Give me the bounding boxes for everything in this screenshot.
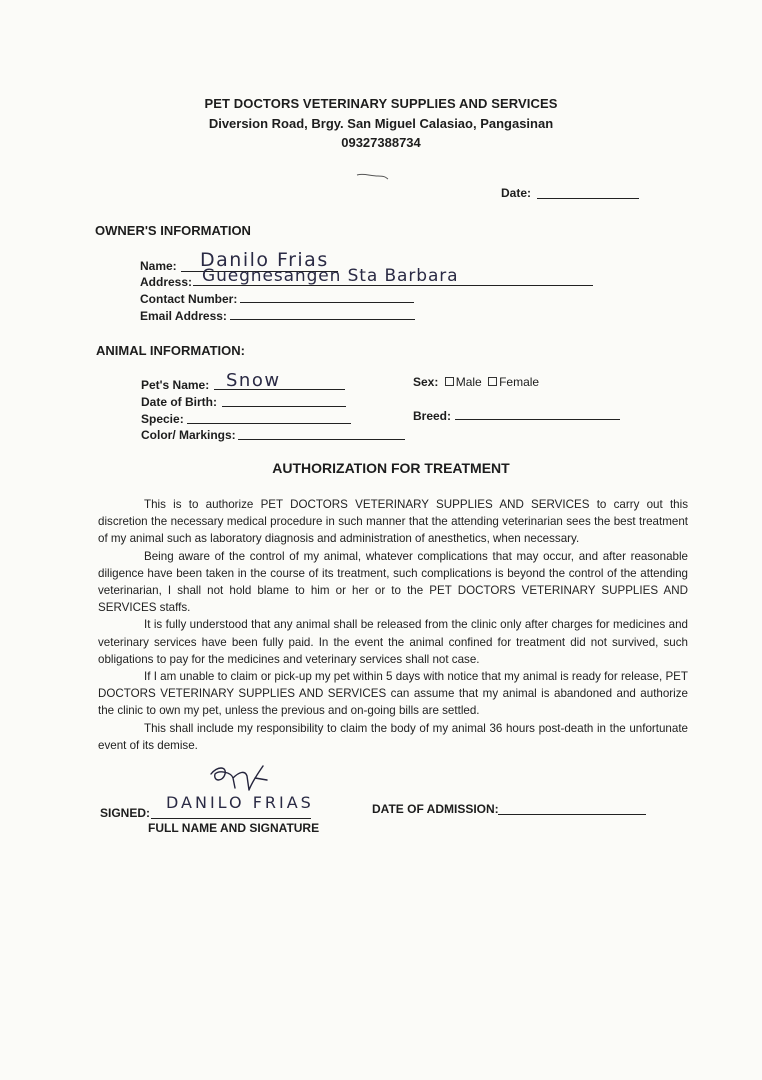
pet-name-handwritten: Snow — [226, 370, 281, 391]
date-label: Date: — [501, 186, 532, 200]
breed-label: Breed: — [413, 409, 452, 423]
authorization-paragraph: It is fully understood that any animal shall be released from the clinic only after charges for medicines and veterinary services have been fully paid. In the event the animal confined for treatment did not survived, such obligations to pay for the medicines and veterinary services shall not case. — [98, 618, 688, 666]
signature-field[interactable] — [151, 818, 311, 819]
date-of-admission-label: DATE OF ADMISSION: — [372, 802, 499, 816]
full-name-signature-label: FULL NAME AND SIGNATURE — [148, 821, 320, 835]
owner-name-handwritten: Danilo Frias — [200, 249, 329, 271]
email-address-label: Email Address: — [140, 309, 227, 323]
authorization-title: AUTHORIZATION FOR TREATMENT — [272, 460, 510, 476]
date-of-admission-field[interactable] — [498, 814, 646, 815]
authorization-paragraph: This shall include my responsibility to claim the body of my animal 36 hours post-death in the unfortunate event of its demise. — [98, 721, 688, 752]
animal-section-title: ANIMAL INFORMATION: — [96, 343, 245, 358]
male-option-label: Male — [455, 375, 482, 389]
business-name: PET DOCTORS VETERINARY SUPPLIES AND SERVICES — [204, 96, 558, 111]
color-markings-label: Color/ Markings: — [141, 428, 236, 442]
color-markings-field[interactable] — [238, 439, 405, 440]
breed-field[interactable] — [455, 419, 620, 420]
stray-pen-mark — [356, 170, 390, 180]
owner-address-handwritten: Guegnesangen Sta Barbara — [202, 266, 459, 286]
specie-label: Specie: — [141, 412, 184, 426]
owner-address-label: Address: — [140, 275, 193, 289]
authorization-paragraph: If I am unable to claim or pick-up my pet within 5 days with notice that my animal is ready for release, PET DOCTORS VETERINARY SUPPLIES AND SERVICES can assume that my animal is abandoned and authorize the clinic to own my pet, unless the previous and on-going bills are settled. — [98, 670, 688, 718]
contact-number-label: Contact Number: — [140, 292, 238, 306]
specie-field[interactable] — [187, 423, 351, 424]
date-of-birth-field[interactable] — [222, 406, 346, 407]
owner-section-title: OWNER'S INFORMATION — [95, 223, 251, 238]
date-field[interactable] — [537, 198, 639, 199]
business-phone: 09327388734 — [341, 135, 421, 150]
female-checkbox[interactable] — [488, 377, 497, 386]
male-checkbox[interactable] — [445, 377, 454, 386]
authorization-text — [98, 496, 688, 754]
email-address-field[interactable] — [230, 319, 415, 320]
signed-name-handwritten: DANILO FRIAS — [166, 793, 314, 812]
signed-label: SIGNED: — [100, 806, 151, 820]
sex-label: Sex: — [413, 375, 439, 389]
owner-name-label: Name: — [140, 259, 177, 273]
sex-selection — [413, 375, 539, 389]
contact-number-field[interactable] — [240, 302, 414, 303]
pet-name-label: Pet's Name: — [141, 378, 210, 392]
business-address: Diversion Road, Brgy. San Miguel Calasiao, Pangasinan — [208, 116, 554, 131]
authorization-paragraph: This is to authorize PET DOCTORS VETERINARY SUPPLIES AND SERVICES to carry out this discretion the necessary medical procedure in such manner that the attending veterinarian sees the best treatment of my animal such as laboratory diagnosis and administration of anesthetics, when necessary. — [98, 498, 688, 546]
female-option-label: Female — [499, 375, 540, 389]
authorization-paragraph: Being aware of the control of my animal, whatever complications that may occur, and after reasonable diligence have been taken in the course of its treatment, such complications is beyond the control of the attending veterinarian, I shall not hold blame to him or her or to the PET DOCTORS VETERINARY SUPPLIES AND SERVICES staffs. — [98, 549, 688, 615]
date-of-birth-label: Date of Birth: — [141, 395, 217, 409]
